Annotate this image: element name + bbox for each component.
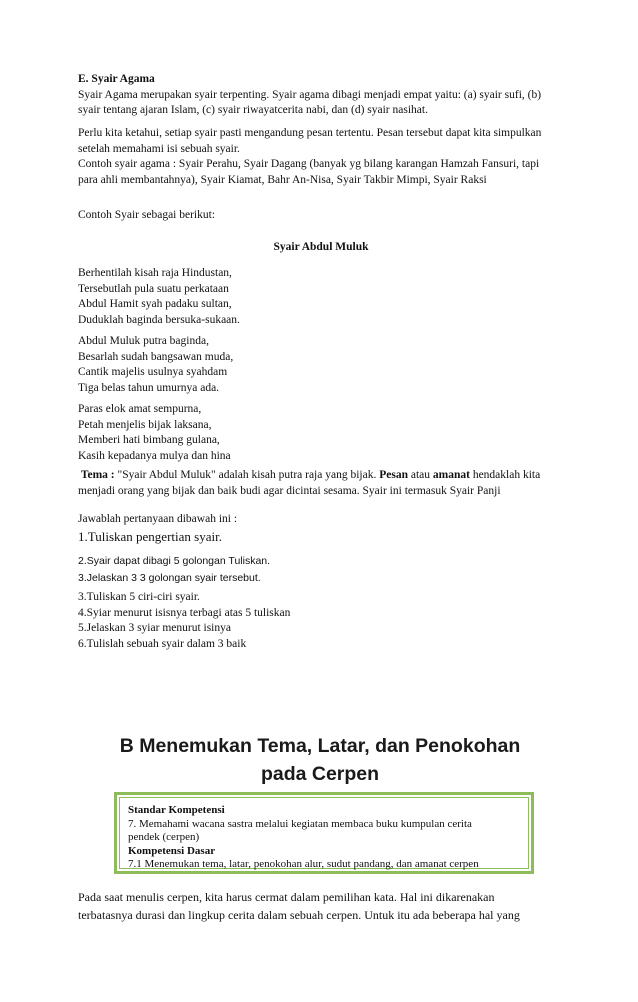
tema-line bbox=[78, 468, 564, 484]
poem-line: Memberi hati bimbang gulana, bbox=[78, 434, 220, 446]
poem-line: Berhentilah kisah raja Hindustan, bbox=[78, 267, 232, 279]
sk-line: 7. Memahami wacana sastra melalui kegiatan membaca buku kumpulan cerita bbox=[128, 817, 472, 830]
pesan-word: Pesan bbox=[379, 469, 408, 481]
poem-stanza-3 bbox=[78, 402, 564, 464]
kd-title: Kompetensi Dasar bbox=[128, 844, 216, 857]
heading-line-1: B Menemukan Tema, Latar, dan Penokohan bbox=[119, 735, 521, 757]
section-e bbox=[78, 72, 564, 119]
questions-sans bbox=[78, 553, 564, 587]
section-b-heading bbox=[70, 732, 570, 788]
section-e-title: E. Syair Agama bbox=[78, 73, 155, 85]
competency-box bbox=[114, 792, 534, 874]
sk-title: Standar Kompetensi bbox=[128, 804, 225, 816]
para-line: para ahli membantahnya), Syair Kiamat, Bahr An-Nisa, Syair Takbir Mimpi, Syair Raksi bbox=[78, 173, 487, 186]
poem-line: Duduklah baginda bersuka-sukaan. bbox=[78, 313, 240, 326]
question-2: 2.Syair dapat dibagi 5 golongan Tuliskan. bbox=[78, 555, 271, 567]
poem-line: Paras elok amat sempurna, bbox=[78, 403, 202, 415]
closing-line: Pada saat menulis cerpen, kita harus cermat dalam pemilihan kata. Hal ini dikarenakan bbox=[78, 890, 495, 904]
sk-line: pendek (cerpen) bbox=[128, 831, 200, 843]
poem-line: Kasih kepadanya mulya dan hina bbox=[78, 449, 231, 462]
question-5: 5.Jelaskan 3 syiar menurut isinya bbox=[78, 622, 231, 634]
poem-line: Abdul Hamit syah padaku sultan, bbox=[78, 298, 232, 310]
poem-line: Besarlah sudah bangsawan muda, bbox=[78, 350, 234, 363]
example-intro-text: Contoh Syair sebagai berikut: bbox=[78, 209, 216, 221]
question-4: 4.Syiar menurut isisnya terbagi atas 5 tuliskan bbox=[78, 606, 291, 619]
question-6: 6.Tulislah sebuah syair dalam 3 baik bbox=[78, 637, 247, 650]
tema-paragraph bbox=[78, 468, 564, 499]
poem-line: Cantik majelis usulnya syahdam bbox=[78, 366, 228, 378]
closing-paragraph bbox=[78, 888, 564, 924]
questions bbox=[78, 512, 564, 546]
questions-intro: Jawablah pertanyaan dibawah ini : bbox=[78, 513, 238, 525]
closing-line: terbatasnya durasi dan lingkup cerita dalam sebuah cerpen. Untuk itu ada beberapa hal yang bbox=[78, 908, 520, 922]
poem-stanza-2 bbox=[78, 334, 564, 396]
poem-line: Tersebutlah pula suatu perkataan bbox=[78, 282, 229, 295]
poem-line: Tiga belas tahun umurnya ada. bbox=[78, 381, 220, 394]
poem-line: Abdul Muluk putra baginda, bbox=[78, 335, 209, 347]
kd-line: 7.1 Menemukan tema, latar, penokohan alur, sudut pandang, dan amanat cerpen bbox=[128, 858, 479, 870]
section-e-line: Syair Agama merupakan syair terpenting. Syair agama dibagi menjadi empat yaitu: (a) syair sufi, (b) bbox=[78, 88, 542, 101]
section-e-line: syair tentang ajaran Islam, (c) syair riwayatcerita nabi, dan (d) syair nasihat. bbox=[78, 104, 428, 116]
tema-quote: "Syair Abdul Muluk" adalah kisah putra raja yang bijak. bbox=[117, 469, 380, 481]
heading-line-2: pada Cerpen bbox=[260, 763, 380, 785]
competency-box-inner bbox=[119, 797, 529, 869]
questions-more bbox=[78, 590, 564, 652]
para-line: Contoh syair agama : Syair Perahu, Syair Dagang (banyak yg bilang karangan Hamzah Fansuri, tapi bbox=[78, 158, 540, 170]
example-intro bbox=[78, 208, 564, 224]
para-line: Perlu kita ketahui, setiap syair pasti mengandung pesan tertentu. Pesan tersebut dapat kita simpulkan bbox=[78, 127, 542, 139]
tema-line: menjadi orang yang bijak dan baik budi agar dicintai sesama. Syair ini termasuk Syair Panji bbox=[78, 484, 501, 497]
tema-rest: hendaklah kita bbox=[469, 469, 541, 481]
amanat-word: amanat bbox=[432, 469, 470, 481]
para-line: setelah memahami isi sebuah syair. bbox=[78, 142, 240, 155]
tema-label: Tema : bbox=[80, 469, 118, 481]
poem-stanza-1 bbox=[78, 266, 564, 328]
atau-word: atau bbox=[407, 469, 433, 481]
question-3b: 3.Tuliskan 5 ciri-ciri syair. bbox=[78, 591, 200, 603]
question-1: 1.Tuliskan pengertian syair. bbox=[78, 528, 222, 544]
question-3: 3.Jelaskan 3 3 golongan syair tersebut. bbox=[78, 572, 261, 584]
poem-title-text: Syair Abdul Muluk bbox=[273, 241, 369, 253]
poem-title bbox=[78, 240, 564, 256]
poem-line: Petah menjelis bijak laksana, bbox=[78, 418, 212, 431]
section-e-para2 bbox=[78, 126, 564, 188]
